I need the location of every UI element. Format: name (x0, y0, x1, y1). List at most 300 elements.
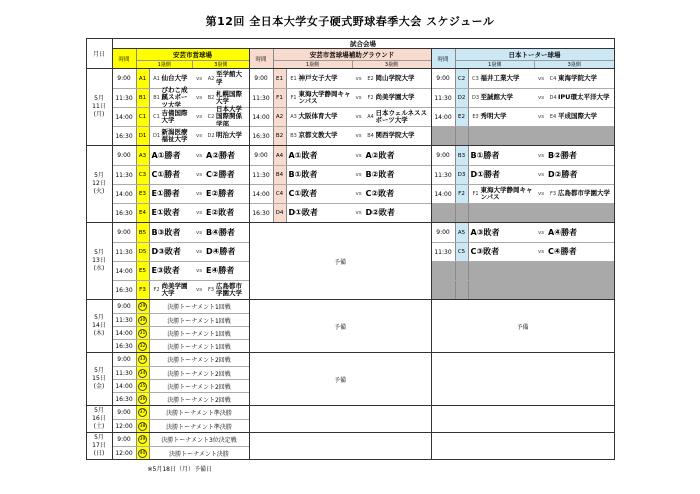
circled-game-number: 32 (139, 343, 146, 349)
first-base-side-label: 1塁側 (274, 61, 352, 68)
match-cell (150, 300, 249, 313)
match-cell (150, 393, 249, 405)
team-name: D②敗者 (365, 208, 395, 218)
time-cell: 16:30 (113, 393, 137, 405)
game-number (137, 420, 150, 432)
game-number (137, 327, 150, 339)
seed-code: E1 (290, 75, 297, 82)
first-base-side-label: 1塁側 (456, 61, 535, 68)
venue-name: 安芸市営球場 (137, 49, 249, 60)
time-cell: 11:30 (113, 367, 137, 379)
seed-code: C2 (207, 114, 215, 120)
time-cell: 14:00 (432, 185, 456, 203)
team-name: 仙台大学 (161, 73, 188, 82)
unused-row (432, 126, 614, 145)
vs-label: vs (195, 172, 203, 178)
vs-label: vs (355, 133, 362, 139)
game-number (456, 262, 469, 280)
vs-label: vs (195, 287, 203, 293)
date-line: 11日 (92, 103, 106, 111)
time-cell: 11:30 (432, 166, 456, 184)
seed-code: A4 (367, 114, 374, 120)
circled-game-number: 37 (139, 410, 146, 415)
unused-cell (469, 127, 614, 145)
circled-game-number: 38 (139, 423, 146, 429)
team-name: D③敗者 (151, 247, 181, 257)
team-name: A①勝者 (151, 150, 181, 160)
round-label: 決勝トーナメント準決勝 (166, 423, 232, 431)
venue-column (432, 223, 614, 299)
match-row (432, 107, 614, 126)
venue-column (432, 146, 614, 222)
vs-label: vs (537, 95, 545, 101)
match-cell (287, 69, 431, 88)
vs-label: vs (355, 152, 362, 159)
day-block (87, 69, 614, 145)
team-name: B④勝者 (206, 227, 235, 237)
match-row (113, 406, 249, 419)
date-line: 5月 (94, 95, 104, 103)
first-base-side-label: 1塁側 (137, 61, 193, 68)
seed-code: E3 (472, 114, 479, 120)
game-number (137, 406, 150, 419)
match-row (113, 184, 249, 203)
date-cell (87, 69, 113, 145)
time-cell: 16:30 (250, 127, 274, 145)
unused-cell (469, 262, 614, 280)
game-number: B5 (137, 223, 150, 242)
game-number: E3 (137, 185, 150, 203)
team-name: B②敗者 (365, 170, 395, 180)
time-cell: 11:30 (113, 243, 137, 261)
team-name: 大阪体育大学 (298, 112, 338, 121)
game-number: B4 (274, 166, 287, 184)
page-title: 第12回 全日本大学女子硬式野球春季大会 スケジュール (205, 15, 495, 28)
match-cell (469, 243, 614, 261)
time-cell: 11:30 (113, 89, 137, 107)
vs-label: vs (195, 268, 203, 274)
round-label: 決勝トーナメント2回戦 (167, 370, 231, 378)
game-number: D5 (137, 243, 150, 261)
venue-head (250, 49, 432, 68)
game-number: E4 (137, 204, 150, 222)
team-name: B①勝者 (470, 150, 500, 160)
unused-row (432, 280, 614, 299)
vs-label: vs (537, 172, 545, 178)
time-cell: 9:00 (113, 353, 137, 366)
vs-label: vs (355, 114, 362, 120)
footer-note: ※5月18日（月）予備日 (147, 466, 212, 473)
match-cell (469, 69, 614, 88)
match-row (113, 146, 249, 165)
venue-column (432, 433, 614, 459)
match-row (113, 223, 249, 242)
team-name: 明治大学 (216, 131, 242, 140)
time-column-header: 時間 (432, 49, 456, 68)
time-cell: 14:00 (113, 108, 137, 126)
time-cell: 14:00 (113, 327, 137, 339)
date-line: (木) (93, 329, 105, 337)
seed-code: F3 (549, 191, 557, 197)
team-name: E③敗者 (151, 266, 180, 276)
seed-code: A3 (290, 114, 297, 120)
unused-cell (469, 204, 614, 222)
team-name: IPU環太平洋大学 (558, 93, 610, 102)
seed-code: B2 (207, 95, 215, 101)
team-name: B①敗者 (288, 170, 318, 180)
match-row (432, 146, 614, 165)
venue-column (250, 223, 432, 299)
match-cell (150, 433, 249, 446)
round-label: 決勝トーナメント1回戦 (167, 330, 231, 338)
team-name: 関西学院大学 (375, 131, 415, 140)
game-number: C1 (137, 108, 150, 126)
match-cell (150, 327, 249, 339)
match-cell (150, 243, 249, 261)
vs-label: vs (195, 114, 203, 120)
venue-name: 安芸市営球場補助グラウンド (274, 49, 431, 60)
match-row (113, 300, 249, 313)
match-row (250, 126, 431, 145)
seed-code: E2 (367, 75, 374, 82)
game-number: A1 (137, 69, 150, 88)
vs-label: vs (537, 249, 545, 255)
venue-column (113, 69, 250, 145)
team-name: 秀明大学 (480, 112, 507, 121)
time-cell: 9:00 (432, 69, 456, 88)
match-cell (150, 204, 249, 222)
match-cell (150, 353, 249, 366)
match-cell (150, 127, 249, 145)
venue-column (250, 433, 432, 459)
game-number: F3 (137, 281, 150, 299)
date-cell (87, 353, 113, 405)
vs-label: vs (355, 210, 362, 216)
seed-code: A2 (207, 75, 215, 82)
game-number (137, 300, 150, 313)
game-number: B2 (274, 127, 287, 145)
table-header (87, 39, 614, 69)
match-row (113, 353, 249, 366)
team-name: E①敗者 (151, 208, 180, 218)
game-number: F2 (456, 185, 469, 203)
day-block (87, 299, 614, 352)
venue-column (113, 146, 250, 222)
date-line: 5月 (94, 434, 104, 442)
match-row (250, 69, 431, 88)
day-block (87, 222, 614, 299)
date-line: (日) (93, 449, 105, 457)
vs-label: vs (355, 95, 362, 101)
team-name: E①勝者 (151, 189, 180, 199)
round-label: 決勝トーナメント2回戦 (167, 383, 231, 391)
date-line: 5月 (94, 249, 104, 257)
venues-header (113, 39, 614, 68)
reserve-cell: 予備 (333, 258, 346, 266)
time-cell: 14:00 (250, 108, 274, 126)
game-number (137, 314, 150, 326)
match-row (113, 261, 249, 280)
time-cell: 14:00 (113, 185, 137, 203)
match-cell (287, 166, 431, 184)
date-cell (87, 406, 113, 432)
team-name: E②勝者 (206, 189, 235, 199)
seed-code: B3 (290, 133, 297, 139)
game-number: A3 (137, 146, 150, 165)
match-row (250, 88, 431, 107)
time-cell: 9:00 (113, 69, 137, 88)
round-label: 決勝トーナメント1回戦 (167, 304, 231, 311)
venue-column (250, 406, 432, 432)
team-name: 至誠館大学 (480, 93, 513, 102)
match-row (113, 242, 249, 261)
team-name: A①敗者 (288, 150, 318, 160)
match-row (113, 126, 249, 145)
vs-label: vs (537, 152, 545, 159)
round-label: 決勝トーナメント決勝 (169, 450, 229, 458)
vs-label: vs (195, 95, 203, 101)
time-cell: 9:00 (113, 146, 137, 165)
date-line: (火) (93, 187, 105, 195)
match-row (113, 366, 249, 379)
venue-column (250, 146, 432, 222)
match-row (432, 165, 614, 184)
venue-heads (113, 49, 614, 68)
team-name: D④勝者 (206, 247, 236, 257)
match-row (113, 280, 249, 299)
match-row (432, 184, 614, 203)
team-name: C①敗者 (288, 189, 318, 199)
venue-column (432, 353, 614, 405)
team-name: B③敗者 (151, 227, 181, 237)
time-cell: 12:00 (113, 447, 137, 459)
game-number: B3 (456, 146, 469, 165)
match-cell (150, 340, 249, 352)
time-cell: 14:00 (113, 380, 137, 392)
time-column-header: 時間 (250, 49, 274, 68)
date-line: 17日 (92, 442, 106, 450)
round-label: 決勝トーナメント3位決定戦 (161, 437, 237, 444)
time-cell (432, 262, 456, 280)
seed-code: F1 (472, 191, 479, 197)
time-cell (432, 204, 456, 222)
game-number: E2 (456, 108, 469, 126)
venue-column (113, 300, 250, 352)
game-number: D2 (456, 89, 469, 107)
team-name: 至学館大学 (216, 70, 242, 86)
venue-column (113, 223, 250, 299)
match-row (113, 313, 249, 326)
match-row (432, 223, 614, 242)
time-cell: 11:30 (432, 89, 456, 107)
game-number: D3 (456, 166, 469, 184)
date-line: 13日 (92, 257, 106, 265)
game-number (456, 127, 469, 145)
time-cell: 16:30 (113, 204, 137, 222)
vs-label: vs (537, 229, 545, 236)
team-name: 東海学院大学 (558, 73, 597, 82)
team-name: 吉備国際大学 (161, 108, 188, 124)
time-cell: 9:00 (113, 433, 137, 446)
match-cell (287, 127, 431, 145)
date-cell (87, 300, 113, 352)
match-cell (150, 166, 249, 184)
venue-column (432, 406, 614, 432)
match-cell (150, 314, 249, 326)
third-base-side-label: 3塁側 (192, 61, 249, 68)
table-body (87, 69, 614, 459)
game-number: D4 (274, 204, 287, 222)
time-cell: 9:00 (432, 223, 456, 242)
match-row (113, 433, 249, 446)
unused-row (432, 261, 614, 280)
date-line: 5月 (94, 172, 104, 180)
game-number: C2 (456, 69, 469, 88)
match-row (432, 242, 614, 261)
match-cell (469, 108, 614, 126)
team-name: A③敗者 (470, 227, 500, 237)
date-line: (月) (93, 110, 105, 118)
time-cell: 9:00 (250, 146, 274, 165)
game-number (456, 281, 469, 299)
team-name: 尚美学園大学 (375, 93, 415, 102)
vs-label: vs (355, 75, 362, 82)
match-row (113, 392, 249, 405)
match-row (113, 419, 249, 432)
date-cell (87, 223, 113, 299)
empty-cell (250, 433, 431, 459)
game-number: C3 (137, 166, 150, 184)
match-row (113, 104, 249, 128)
seed-code: D3 (471, 95, 480, 101)
date-cell (87, 433, 113, 459)
time-cell: 9:00 (113, 223, 137, 242)
team-name: C②勝者 (206, 170, 235, 180)
team-name: 広島都市学園大学 (558, 189, 610, 198)
team-name: B②勝者 (548, 150, 577, 160)
match-cell (150, 380, 249, 392)
round-label: 決勝トーナメント2回戦 (167, 396, 231, 404)
team-name: A④勝者 (548, 227, 577, 237)
circled-game-number: 31 (139, 330, 146, 336)
game-number: E5 (137, 262, 150, 280)
date-line: 12日 (92, 180, 106, 188)
match-cell (150, 281, 249, 299)
team-name: 京都文教大学 (298, 131, 338, 140)
game-number (137, 353, 150, 366)
match-row (250, 107, 431, 126)
team-name: 広島都市学園大学 (216, 281, 242, 297)
team-name: 札幌国際大学 (216, 89, 242, 105)
match-cell (287, 89, 431, 107)
date-line: 5月 (94, 407, 104, 415)
game-number (137, 393, 150, 405)
seed-code: A1 (153, 75, 160, 82)
team-name: A②敗者 (365, 150, 395, 160)
match-row (113, 446, 249, 459)
seed-code: D2 (207, 133, 215, 139)
vs-label: vs (195, 249, 203, 255)
vs-label: vs (537, 191, 545, 197)
time-cell (432, 127, 456, 145)
match-cell (150, 262, 249, 280)
reserve-cell: 予備 (333, 376, 346, 384)
reserve-cell: 予備 (516, 323, 529, 331)
venue-column (250, 300, 432, 352)
match-row (113, 203, 249, 222)
team-name: D①敗者 (288, 208, 318, 218)
match-cell (150, 367, 249, 379)
reserve-cell: 予備 (333, 323, 346, 331)
venue-head (113, 49, 250, 68)
seed-code: F2 (153, 287, 160, 293)
schedule-table (86, 38, 615, 460)
team-name: D①勝者 (470, 170, 500, 180)
time-column-header: 時間 (113, 49, 137, 68)
seed-code: B4 (367, 133, 374, 139)
match-row (250, 203, 431, 222)
vs-label: vs (537, 75, 545, 82)
venue-column (432, 69, 614, 145)
time-cell: 11:30 (113, 314, 137, 326)
venue-column (250, 69, 432, 145)
third-base-side-label: 3塁側 (534, 61, 614, 68)
match-row (250, 146, 431, 165)
empty-cell (432, 406, 614, 432)
venue-column (113, 433, 250, 459)
match-cell (150, 146, 249, 165)
round-label: 決勝トーナメント1回戦 (167, 343, 231, 351)
match-cell (469, 185, 614, 203)
match-cell (150, 223, 249, 242)
match-cell (287, 146, 431, 165)
unused-row (432, 203, 614, 222)
match-row (113, 339, 249, 352)
team-name: 日本大学国際関係学部 (216, 104, 242, 128)
venue-column (432, 300, 614, 352)
time-cell: 9:00 (250, 69, 274, 88)
team-name: 東海大学静岡キャンパス (480, 185, 533, 201)
game-number: A4 (274, 146, 287, 165)
day-block (87, 405, 614, 432)
day-block (87, 145, 614, 222)
time-cell: 11:30 (250, 166, 274, 184)
round-label: 決勝トーナメント準決勝 (166, 410, 232, 417)
team-name: 新潟医療福祉大学 (161, 127, 188, 143)
game-number: A5 (456, 223, 469, 242)
seed-code: F3 (207, 287, 215, 293)
time-cell: 16:30 (113, 340, 137, 352)
venue-column (113, 353, 250, 405)
vs-label: vs (195, 229, 203, 236)
game-number (137, 380, 150, 392)
date-line: 16日 (92, 415, 106, 423)
vs-label: vs (195, 152, 203, 159)
team-name: 神戸女子大学 (298, 73, 338, 82)
match-cell (287, 108, 431, 126)
match-row (113, 379, 249, 392)
circled-game-number: 30 (139, 317, 146, 323)
match-cell (469, 146, 614, 165)
time-cell: 12:00 (113, 420, 137, 432)
match-row (432, 69, 614, 88)
vs-label: vs (537, 114, 545, 120)
seed-code: E4 (549, 114, 557, 120)
game-number: C5 (456, 243, 469, 261)
time-cell: 11:30 (250, 89, 274, 107)
day-block (87, 432, 614, 459)
team-name: 東海大学静岡キャンパス (298, 89, 351, 105)
